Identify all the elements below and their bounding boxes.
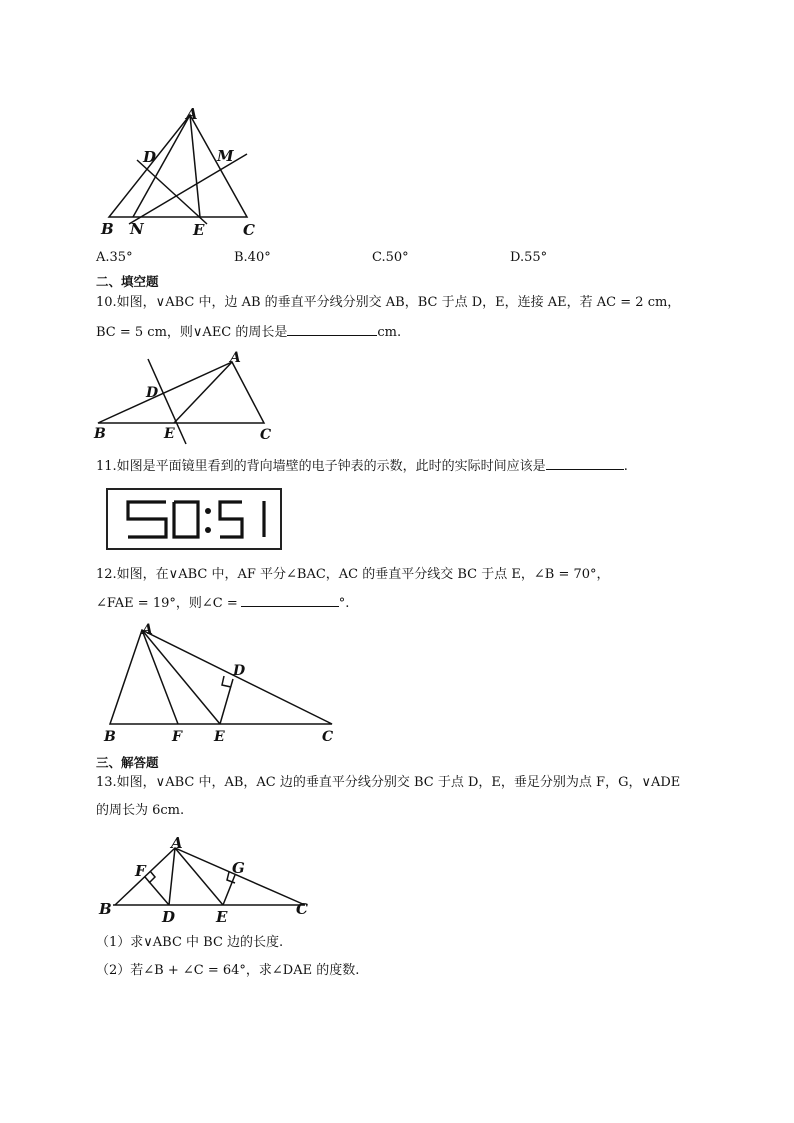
q11-colon-bottom (205, 527, 211, 533)
q11-digit-1 (128, 502, 166, 537)
q9-label-m: M (217, 147, 234, 165)
q11-mirror-clock (106, 488, 282, 550)
q9-label-d: D (143, 148, 157, 166)
q12-figure (98, 618, 348, 746)
q10-label-b: B (94, 426, 106, 442)
q12-line-1: 12.如图，在∨ABC 中，AF 平分∠BAC，AC 的垂直平分线交 BC 于点 E，∠B = 70°， (96, 567, 610, 582)
q12-label-e: E (214, 729, 225, 745)
q9-option-b: B.40° (234, 250, 271, 265)
q12-label-c: C (322, 729, 334, 745)
q10-segment-ae (174, 362, 232, 423)
q13-label-e: E (216, 908, 228, 926)
q11-answer-blank (546, 456, 624, 470)
q13-label-a: A (171, 834, 183, 852)
q11-period: . (623, 459, 628, 474)
q13-label-f: F (135, 862, 146, 880)
q13-label-c: C (296, 900, 308, 918)
q9-label-n: N (130, 220, 144, 238)
q11-clock-display (108, 490, 280, 548)
q12-bisector-af (142, 630, 178, 724)
q9-option-d: D.55° (510, 250, 548, 265)
q13-label-b: B (99, 900, 112, 918)
q10-label-d: D (146, 385, 159, 401)
q11-digit-2 (174, 502, 198, 537)
q10-line-2-text: BC = 5 cm，则∨AEC 的周长是 (96, 325, 288, 340)
q12-right-angle-mark (222, 676, 231, 687)
q10-label-c: C (260, 427, 272, 443)
q13-label-g: G (232, 859, 245, 877)
q13-perp-bisector-fd (145, 877, 169, 905)
q12-line-2-unit: °. (338, 596, 350, 611)
q12-label-d: D (233, 663, 246, 679)
q11-question: 11.如图是平面镜里看到的背向墙壁的电子钟表的示数，此时的实际时间应该是 (96, 459, 546, 474)
q10-triangle-abc (98, 362, 264, 423)
q13-figure (95, 830, 315, 928)
q9-label-e: E (193, 221, 205, 239)
q10-line-2-unit: cm. (377, 325, 402, 340)
q12-triangle-abc (110, 630, 332, 724)
q9-label-b: B (101, 220, 114, 238)
q10-label-a: A (230, 350, 241, 366)
q13-line-2: 的周长为 6cm. (96, 803, 185, 818)
q9-figure (95, 100, 265, 245)
q10-line-2 (96, 322, 401, 342)
q9-label-c: C (243, 221, 255, 239)
section-2-title: 二、填空题 (96, 274, 159, 289)
q13-segment-ae (175, 848, 223, 905)
section-3-title: 三、解答题 (96, 755, 159, 770)
q10-line-1: 10.如图，∨ABC 中，边 AB 的垂直平分线分别交 AB，BC 于点 D，E，连接 AE，若 AC = 2 cm， (96, 295, 681, 310)
q11-digit-3 (220, 502, 242, 537)
q12-label-b: B (104, 729, 116, 745)
q11-colon-top (205, 508, 211, 514)
q12-line-2 (96, 593, 349, 613)
q13-label-d: D (162, 908, 176, 926)
q12-label-a: A (142, 622, 153, 638)
q10-answer-blank (287, 322, 377, 336)
q13-segment-ad (169, 848, 175, 905)
q12-label-f: F (172, 729, 182, 745)
q9-option-a: A.35° (96, 250, 133, 265)
q13-subquestion-2: （2）若∠B + ∠C = 64°，求∠DAE 的度数. (96, 963, 360, 978)
q13-perp-bisector-ge (223, 875, 235, 905)
q13-line-1: 13.如图，∨ABC 中，AB，AC 边的垂直平分线分别交 BC 于点 D，E，垂足分别为点 F，G，∨ADE (96, 775, 681, 790)
q11-text (96, 456, 628, 476)
q12-answer-blank (241, 593, 339, 607)
q12-line-2-text: ∠FAE = 19°，则∠C = (96, 596, 238, 611)
q9-option-c: C.50° (372, 250, 409, 265)
q10-label-e: E (164, 426, 175, 442)
q9-label-a: A (186, 105, 198, 123)
q13-subquestion-1: （1）求∨ABC 中 BC 边的长度. (96, 935, 284, 950)
q10-figure (92, 345, 282, 445)
q12-segment-ae (142, 630, 220, 724)
q9-segment-an (133, 115, 190, 217)
